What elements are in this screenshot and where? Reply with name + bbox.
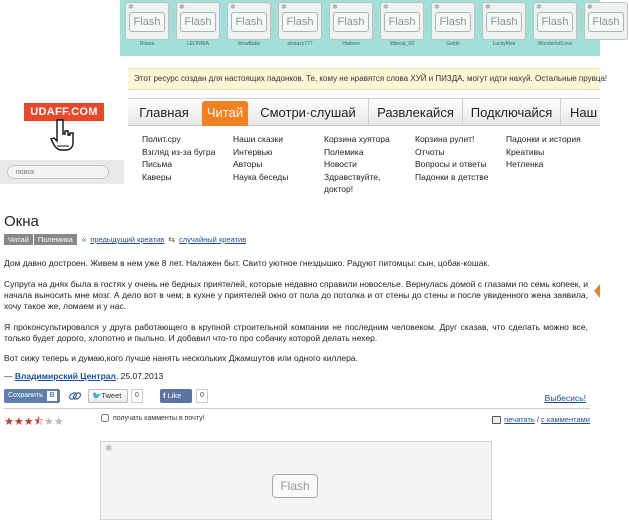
search-input[interactable] bbox=[7, 165, 109, 179]
subscribe-label: получать камменты в почту! bbox=[113, 414, 205, 422]
flash-user-name[interactable]: WowBabe bbox=[237, 41, 261, 47]
flash-label: Flash bbox=[282, 12, 318, 32]
shuffle-icon: ⇆ bbox=[168, 235, 175, 244]
gear-icon: ✱ bbox=[587, 4, 593, 11]
flash-thumbnail[interactable] bbox=[226, 0, 272, 47]
flash-label: Flash bbox=[333, 12, 369, 32]
tab-read[interactable]: Читай bbox=[202, 101, 248, 127]
author-line bbox=[4, 371, 163, 381]
submenu-column bbox=[142, 133, 215, 183]
author-prefix: — bbox=[4, 371, 13, 381]
subscribe-checkbox[interactable] bbox=[101, 414, 109, 422]
flash-thumbnail[interactable] bbox=[481, 0, 527, 47]
flash-strip bbox=[120, 0, 620, 56]
submenu-link[interactable]: Письма bbox=[142, 159, 173, 169]
star-icon[interactable]: ⯪ bbox=[33, 416, 45, 428]
printer-icon bbox=[492, 416, 501, 424]
facebook-like-button[interactable]: f Like bbox=[160, 389, 192, 403]
save-label: Сохранить bbox=[8, 392, 43, 399]
submenu-link[interactable]: Падонки и история bbox=[506, 134, 581, 144]
tab-entertain[interactable]: Развлекайся bbox=[368, 99, 462, 127]
submenu-link[interactable]: Наши сказки bbox=[233, 134, 283, 144]
article-paragraph: Дом давно достроен. Живем в нем уже 8 лет. Налажен быт. Свито уютное гнездышко. Радуют питомцы: сын, цобак-кошак. bbox=[4, 258, 490, 268]
breadcrumb-item[interactable]: Читай bbox=[4, 234, 33, 245]
author-link[interactable]: Владимирский Централ bbox=[14, 371, 116, 381]
page-title: Окна bbox=[4, 213, 39, 230]
submenu-link[interactable]: Корзина хуятора bbox=[324, 134, 390, 144]
site-logo[interactable]: UDAFF.COM bbox=[24, 103, 104, 121]
flash-label: Flash bbox=[588, 12, 624, 32]
ticker-banner: Этот ресурс создан для настоящих падонков. Те, кому не нравятся слова ХУЙ и ПИЗДА, могут идти нахуй. Остальные прувца! bbox=[128, 68, 600, 90]
flash-user-name[interactable]: Rtiana bbox=[139, 41, 155, 47]
tweet-button[interactable]: 🐦Tweet bbox=[88, 389, 128, 403]
submenu-link[interactable]: Полит.сру bbox=[142, 134, 181, 144]
submenu-column bbox=[506, 133, 581, 171]
save-button[interactable] bbox=[4, 389, 60, 403]
flash-thumbnail[interactable] bbox=[175, 0, 221, 47]
flash-user-name[interactable]: littlecat_69 bbox=[390, 41, 414, 47]
submenu-link[interactable]: Каверы bbox=[142, 171, 172, 182]
tweet-count: 0 bbox=[131, 389, 143, 403]
flash-user-name[interactable]: LuckyMee bbox=[492, 41, 516, 47]
star-icon[interactable]: ★ bbox=[44, 416, 54, 428]
submenu-link[interactable]: Креативы bbox=[506, 146, 545, 157]
flash-user-name[interactable]: LEONNIA bbox=[187, 41, 209, 47]
gear-icon: ✱ bbox=[536, 4, 542, 11]
submenu-link[interactable]: Падонки в детстве bbox=[415, 171, 489, 182]
flash-label: Flash bbox=[384, 12, 420, 32]
flash-user-name[interactable]: Hadeen bbox=[342, 41, 360, 47]
star-icon[interactable]: ★ bbox=[13, 416, 24, 428]
star-icon[interactable]: ★ bbox=[4, 416, 14, 428]
flash-thumbnail[interactable] bbox=[379, 0, 425, 47]
main-nav bbox=[128, 98, 600, 126]
tab-watch-listen[interactable]: Смотри·слушай bbox=[260, 105, 356, 120]
submenu-link[interactable]: Вопросы и ответы bbox=[415, 159, 487, 169]
rating-stars[interactable] bbox=[4, 413, 64, 432]
submenu-link[interactable]: доктор! bbox=[324, 184, 354, 194]
gear-icon: ✱ bbox=[332, 4, 338, 11]
gear-icon: ✱ bbox=[179, 4, 185, 11]
flash-label: Flash bbox=[231, 12, 267, 32]
subscribe-option bbox=[101, 414, 205, 422]
separator-icon: « bbox=[81, 235, 87, 244]
article-paragraph: Вот сижу теперь и думаю,кого лучше нанять нескольких Джамшутов или одного киллера. bbox=[4, 353, 358, 363]
prev-creative-link[interactable]: предыдущий креатив bbox=[90, 235, 165, 244]
flash-thumbnail[interactable] bbox=[430, 0, 476, 47]
submenu-column bbox=[233, 133, 288, 183]
gear-icon: ✱ bbox=[281, 4, 287, 11]
flash-user-name[interactable]: ekstazy777 bbox=[287, 41, 313, 47]
tab-main[interactable]: Главная bbox=[139, 105, 189, 120]
flash-user-name[interactable]: Goldo bbox=[446, 41, 460, 47]
submenu-column bbox=[324, 133, 390, 196]
print-link[interactable]: печатать bbox=[504, 415, 535, 424]
chevron-left-icon[interactable] bbox=[594, 284, 600, 298]
gear-icon: ✱ bbox=[230, 4, 236, 11]
tab-connect[interactable]: Подключайся bbox=[462, 99, 560, 127]
submenu bbox=[128, 126, 600, 206]
twitter-bird-icon: 🐦 bbox=[92, 391, 102, 400]
submenu-link[interactable]: Наука беседы bbox=[233, 171, 289, 182]
flash-label: Flash bbox=[537, 12, 573, 32]
flash-thumbnail[interactable] bbox=[583, 0, 629, 40]
flash-label: Flash bbox=[129, 12, 165, 32]
facebook-icon: f bbox=[163, 391, 166, 400]
submenu-link[interactable]: Корзина рулит! bbox=[415, 134, 475, 144]
gear-icon: ✱ bbox=[485, 4, 491, 11]
submenu-link[interactable]: Отчоты bbox=[415, 146, 445, 157]
submenu-link[interactable]: Полемика bbox=[324, 146, 364, 157]
flash-player[interactable] bbox=[100, 441, 492, 520]
random-creative-link[interactable]: случайный креатив bbox=[179, 235, 247, 244]
article-paragraph: Супруга на днях была в гостях у очень не бедных приятелей, которые недавно справили новоселье. Вернулась домой с глазами по семь копеек, и начала выносить мне мозг. А дело вот в чем; в кухне у приятелей окно от пола до потолка и от стены до стены и после увиденного жена заявила, хочу такое же, ломаем и у нас. bbox=[4, 279, 588, 312]
print-links: печатать / с камментами bbox=[492, 415, 590, 424]
gear-icon: ✱ bbox=[434, 4, 440, 11]
breadcrumb bbox=[4, 234, 246, 246]
submenu-link[interactable]: Нетленка bbox=[506, 159, 544, 169]
submenu-link[interactable]: Новости bbox=[324, 159, 357, 169]
article-paragraph: Я проконсультировался у друга работающего в крупной строительной компании не последним человеком. Друг сказав, что сделать можно все, только будет дорого, хлопотно и пыльно. И добавил что-то про собачку которой делать нехер. bbox=[4, 322, 588, 344]
flash-thumbnail[interactable] bbox=[532, 0, 578, 47]
post-date: , 25.07.2013 bbox=[115, 371, 164, 381]
submenu-link[interactable]: Интервью bbox=[233, 146, 273, 157]
star-icon[interactable]: ★ bbox=[53, 416, 64, 428]
link-icon[interactable] bbox=[68, 390, 82, 402]
print-with-comments-link[interactable]: с камментами bbox=[541, 415, 590, 424]
flash-thumbnail[interactable] bbox=[277, 0, 323, 47]
submenu-column bbox=[415, 133, 488, 183]
flash-thumbnail[interactable] bbox=[328, 0, 374, 47]
flash-user-name[interactable]: WonderfullLove bbox=[537, 41, 573, 47]
submenu-link[interactable]: Авторы bbox=[233, 159, 263, 169]
flash-label: Flash bbox=[486, 12, 522, 32]
tab-ours[interactable]: Наш bbox=[560, 99, 606, 127]
like-count: 0 bbox=[196, 389, 208, 403]
flash-label: Flash bbox=[435, 12, 471, 32]
flash-label: Flash bbox=[180, 12, 216, 32]
gear-icon: ✱ bbox=[105, 443, 113, 453]
gear-icon: ✱ bbox=[128, 4, 134, 11]
vk-icon: В bbox=[47, 391, 57, 401]
divider bbox=[4, 408, 590, 409]
submenu-link[interactable]: Здравствуйте, bbox=[324, 171, 381, 182]
breadcrumb-item[interactable]: Полемика bbox=[34, 234, 77, 245]
star-icon[interactable]: ★ bbox=[23, 416, 34, 428]
flash-thumbnail[interactable] bbox=[124, 0, 170, 47]
pointing-hand-icon bbox=[50, 118, 74, 152]
submenu-link[interactable]: Взгляд из-за бугра bbox=[142, 146, 216, 157]
gear-icon: ✱ bbox=[383, 4, 389, 11]
flash-label: Flash bbox=[272, 474, 318, 498]
vybes-link[interactable]: Выбесись! bbox=[544, 393, 586, 403]
